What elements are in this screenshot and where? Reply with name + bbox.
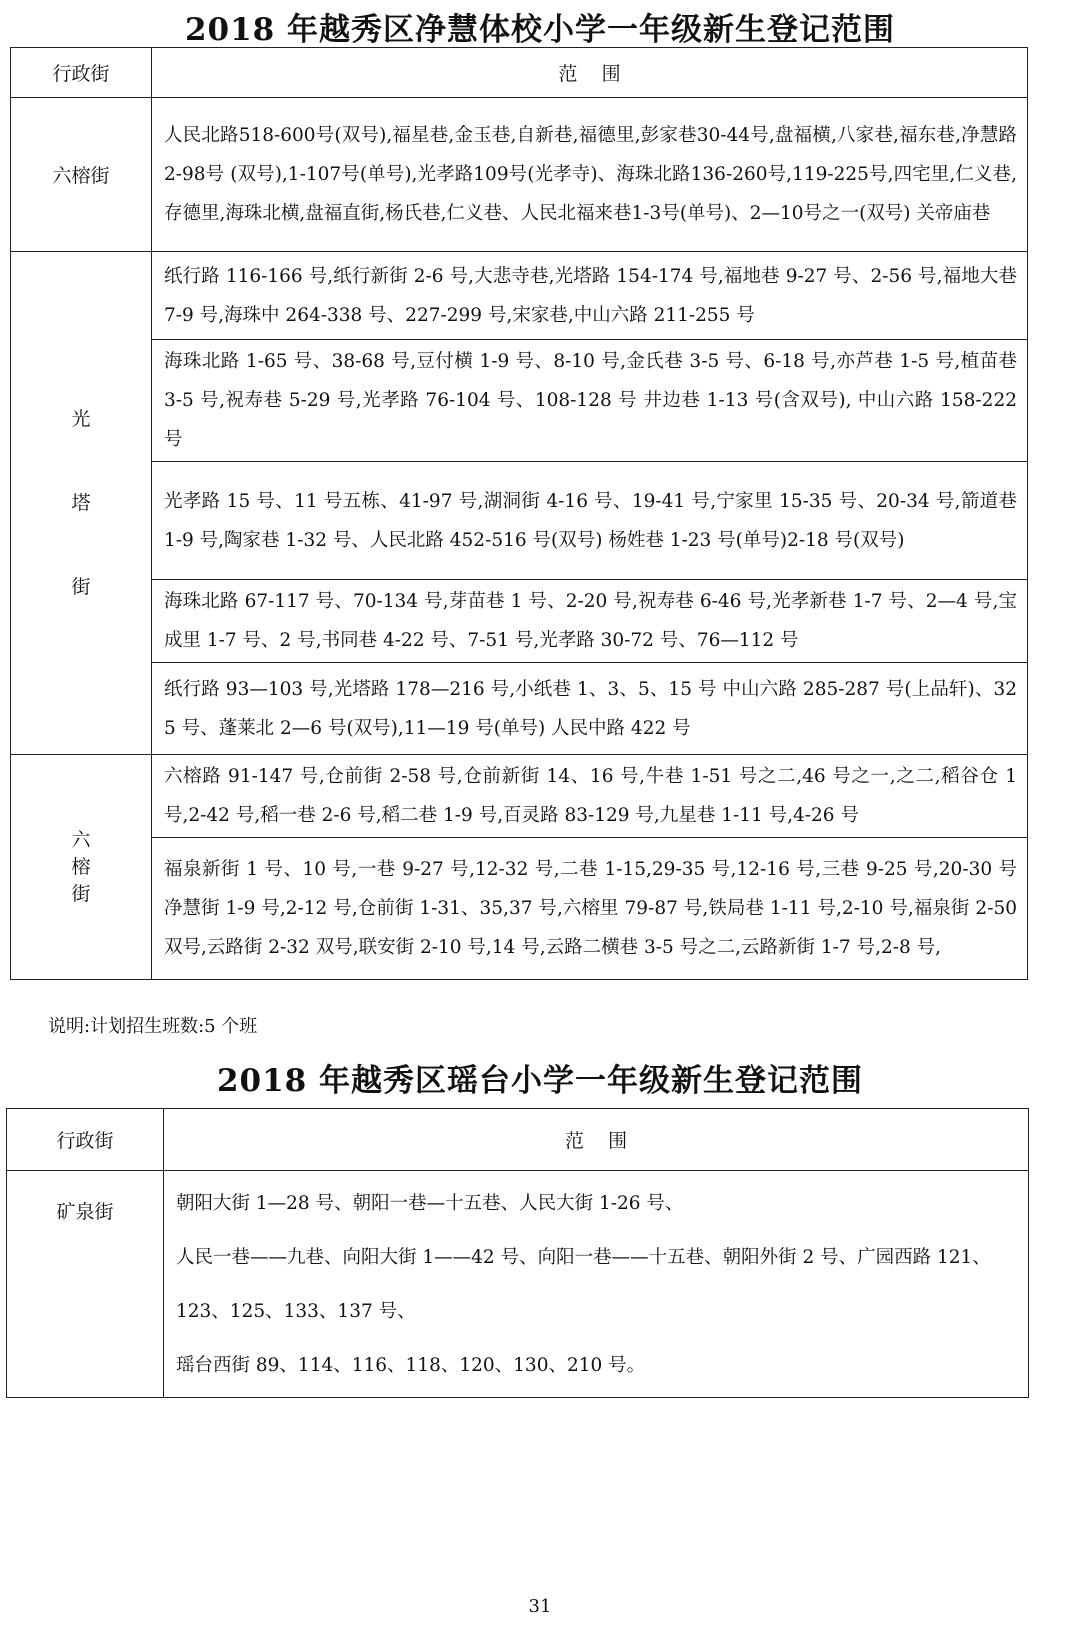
street-char: 街	[71, 882, 91, 905]
range-cell: 光孝路 15 号、11 号五栋、41-97 号,湖洞街 4-16 号、19-41 号,宁家里 15-35 号、20-34 号,箭道巷 1-9 号,陶家巷 1-32 号、人民北路 452-516 号(双号) 杨姓巷 1-23 号(单号)2-18 号(双号)	[152, 462, 1028, 580]
page-number: 31	[528, 1596, 552, 1617]
street-char: 塔	[71, 492, 91, 514]
table2-header-range: 范 围	[164, 1109, 1029, 1171]
range-cell: 海珠北路 1-65 号、38-68 号,豆付横 1-9 号、8-10 号,金氏巷 3-5 号、6-18 号,亦芦巷 1-5 号,植苗巷 3-5 号,祝寿巷 5-29 号,光孝路 76-104 号、108-128 号 井边巷 1-13 号(含双号), 中山六路 158-222 号	[152, 340, 1028, 462]
table1-header-range: 范 围	[152, 48, 1028, 98]
table1-title: 2018 年越秀区净慧体校小学一年级新生登记范围	[184, 12, 896, 48]
table2-header-street: 行政街	[7, 1109, 164, 1171]
table1-note: 说明:计划招生班数:5 个班	[48, 1016, 258, 1037]
range-cell: 纸行路 93—103 号,光塔路 178—216 号,小纸巷 1、3、5、15 号 中山六路 285-287 号(上品轩)、325 号、蓬莱北 2—6 号(双号),11—19 号(单号) 人民中路 422 号	[152, 663, 1028, 755]
range-cell: 海珠北路 67-117 号、70-134 号,芽苗巷 1 号、2-20 号,祝寿巷 6-46 号,光孝新巷 1-7 号、2—4 号,宝成里 1-7 号、2 号,书同巷 4-22 号、7-51 号,光孝路 30-72 号、76—112 号	[152, 580, 1028, 663]
range-cell: 福泉新街 1 号、10 号,一巷 9-27 号,12-32 号,二巷 1-15,29-35 号,12-16 号,三巷 9-25 号,20-30 号 净慧街 1-9 号,2-12 号,仓前街 1-31、35,37 号,六榕里 79-87 号,铁局巷 1-11 号,2-10 号,福泉街 2-50 双号,云路街 2-32 双号,联安街 2-10 号,14 号,云路二横巷 3-5 号之二,云路新街 1-7 号,2-8 号,	[152, 838, 1028, 980]
range-cell: 纸行路 116-166 号,纸行新街 2-6 号,大悲寺巷,光塔路 154-174 号,福地巷 9-27 号、2-56 号,福地大巷 7-9 号,海珠中 264-338 号、227-299 号,宋家巷,中山六路 211-255 号	[152, 252, 1028, 340]
street-char: 光	[71, 408, 91, 430]
street-char: 街	[71, 576, 91, 598]
street-cell-kuangquan: 矿泉街	[7, 1171, 164, 1398]
range-cell: 人民北路518-600号(双号),福星巷,金玉巷,自新巷,福德里,彭家巷30-44号,盘福横,八家巷,福东巷,净慧路2-98号 (双号),1-107号(单号),光孝路109号(光孝寺)、海珠北路136-260号,119-225号,四宅里,仁义巷,存德里,海珠北横,盘福直街,杨氏巷,仁义巷、人民北福来巷1-3号(单号)、2—10号之一(双号) 关帝庙巷	[152, 98, 1028, 252]
street-char: 六	[71, 828, 91, 851]
table2-title: 2018 年越秀区瑶台小学一年级新生登记范围	[216, 1063, 864, 1099]
table1	[10, 47, 1028, 980]
street-cell-liurong-1: 六榕街	[11, 98, 152, 252]
table2	[6, 1108, 1029, 1398]
street-cell-guangta	[11, 252, 152, 755]
table1-header-street: 行政街	[11, 48, 152, 98]
street-cell-liurong-2	[11, 755, 152, 980]
street-char: 榕	[71, 855, 91, 878]
range-cell: 朝阳大街 1—28 号、朝阳一巷—十五巷、人民大街 1-26 号、 人民一巷——九巷、向阳大街 1——42 号、向阳一巷——十五巷、朝阳外街 2 号、广园西路 121、123、125、133、137 号、 瑶台西街 89、114、116、118、120、130、210 号。	[164, 1171, 1029, 1398]
range-cell: 六榕路 91-147 号,仓前街 2-58 号,仓前新街 14、16 号,牛巷 1-51 号之二,46 号之一,之二,稻谷仓 1 号,2-42 号,稻一巷 2-6 号,稻二巷 1-9 号,百灵路 83-129 号,九星巷 1-11 号,4-26 号	[152, 755, 1028, 838]
